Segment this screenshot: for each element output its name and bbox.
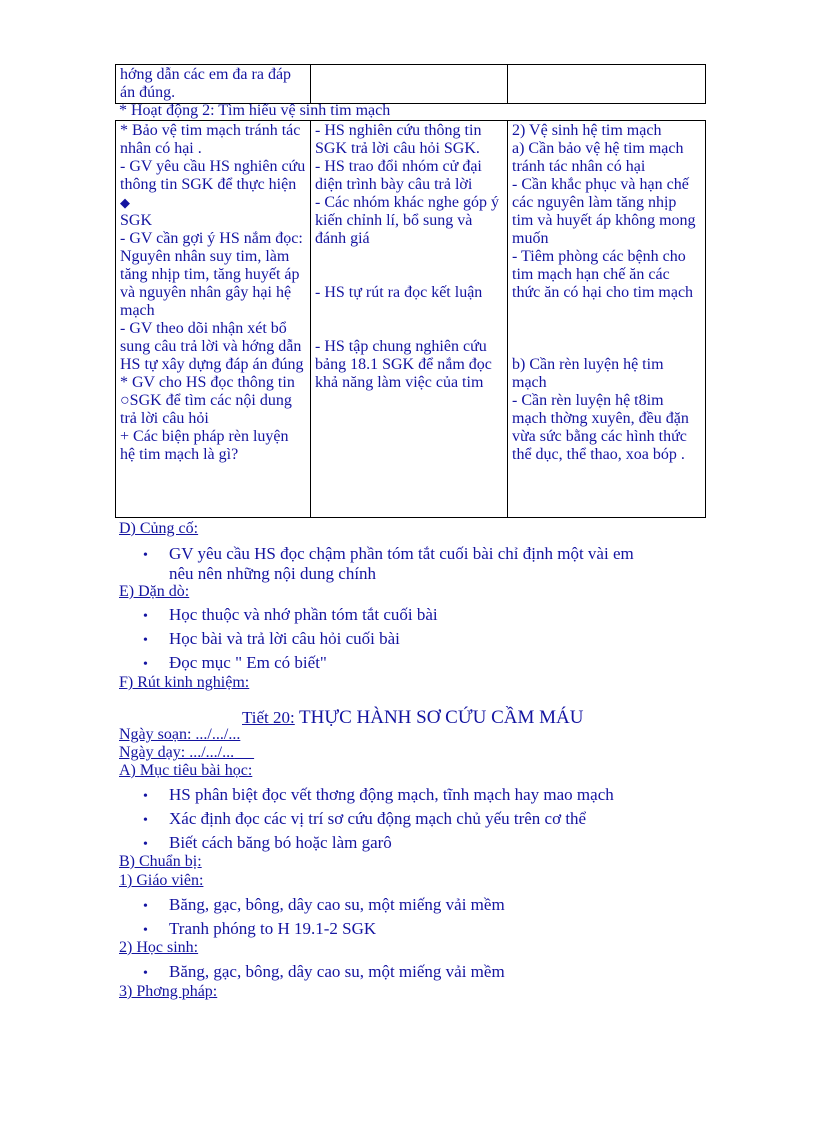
bullet-icon: • [143, 813, 148, 828]
lesson-number: Tiết 20: [242, 708, 295, 727]
table-cell [508, 65, 706, 104]
student-column [311, 121, 508, 518]
list-item-text: HS phân biệt đọc vết thơng động mạch, tĩnh mạch hay mao mạch [169, 785, 614, 804]
cell-line: 2) Vệ sinh hệ tim mạch [512, 122, 662, 139]
subsection-heading: 3) Phơng pháp: [119, 983, 218, 1000]
subsection-heading: 2) Học sinh: [119, 939, 199, 956]
cell-line: - Cần rèn luyện hệ t8im mạch thờng xuyên, đều đặn vừa sức bằng các hình thức thể dục, thể thao, xoa bóp . [512, 392, 689, 463]
list-item [143, 653, 327, 673]
cell-line: SGK [120, 212, 153, 229]
bullet-icon: • [143, 609, 148, 624]
date-taught-text: Ngày dạy: .../.../... [119, 744, 235, 761]
cell-line: - Tiêm phòng các bệnh cho tim mạch hạn chế ăn các thức ăn có hại cho tim mạch [512, 248, 694, 301]
cell-line: - HS tự rút ra đọc kết luận [315, 284, 483, 301]
list-item-text: Học thuộc và nhớ phần tóm tắt cuối bài [169, 605, 438, 624]
cell-text: SGK để tìm các nội dung trả lời câu hỏi [120, 392, 292, 427]
bullet-icon: • [143, 837, 148, 852]
table-cell [311, 65, 508, 104]
activity-table [115, 120, 706, 518]
cell-line: - HS trao đổi nhóm cử đại diện trình bày câu trả lời [315, 158, 482, 193]
cell-line: b) Cần rèn luyện hệ tim mạch [512, 356, 664, 391]
cell-line [120, 158, 306, 212]
table-row [116, 121, 706, 518]
bullet-icon: • [143, 548, 148, 563]
list-item [143, 785, 614, 805]
cell-line: - Các nhóm khác nghe góp ý kiến chỉnh lí, bổ sung và đánh giá [315, 194, 499, 247]
subsection-heading: 1) Giáo viên: [119, 872, 204, 889]
section-heading: A) Mục tiêu bài học: [119, 762, 253, 779]
section-heading: F) Rút kinh nghiệm: [119, 674, 250, 691]
list-item [143, 544, 634, 564]
list-item [143, 895, 505, 915]
circle-icon: ○ [120, 392, 130, 409]
section-heading: B) Chuẩn bị: [119, 853, 202, 870]
list-item-text: Học bài và trả lời câu hỏi cuối bài [169, 629, 400, 648]
list-item-text: GV yêu cầu HS đọc chậm phần tóm tắt cuối bài chỉ định một vài em [169, 544, 634, 563]
bullet-icon: • [143, 923, 148, 938]
list-item [143, 605, 438, 625]
list-item-text: Băng, gạc, bông, dây cao su, một miếng vải mềm [169, 895, 505, 914]
list-item-text: Biết cách băng bó hoặc làm garô [169, 833, 392, 852]
cell-line: - GV cần gợi ý HS nắm đọc: Nguyên nhân suy tim, làm tăng nhịp tim, tăng huyết áp và nguyên nhân gây hại hệ mạch [120, 230, 303, 319]
continuation-table [115, 64, 706, 104]
list-item-text: Đọc mục " Em có biết" [169, 653, 327, 672]
list-item-text: Xác định đọc các vị trí sơ cứu động mạch chủ yếu trên cơ thể [169, 809, 587, 828]
content-column [508, 121, 706, 518]
bullet-icon: • [143, 633, 148, 648]
list-item [143, 629, 400, 649]
cell-line: * Bảo vệ tim mạch tránh tác nhân có hại . [120, 122, 301, 157]
list-item-text: Tranh phóng to H 19.1-2 SGK [169, 919, 377, 938]
cell-line: - HS nghiên cứu thông tin SGK trả lời câu hỏi SGK. [315, 122, 482, 157]
bullet-icon: • [143, 966, 148, 981]
list-item [169, 564, 376, 584]
list-item [143, 919, 376, 939]
lesson-title [242, 707, 583, 729]
cell-line: - HS tập chung nghiên cứu bảng 18.1 SGK để nắm đọc khả năng làm việc của tim [315, 338, 492, 391]
date-prepared: Ngày soạn: .../.../... [119, 726, 241, 743]
date-taught [119, 744, 254, 762]
cell-line: - Cần khắc phục và hạn chế các nguyên làm tăng nhịp tim và huyết áp không mong muốn [512, 176, 696, 247]
list-item [143, 962, 505, 982]
list-item [143, 833, 392, 853]
section-heading: D) Củng cố: [119, 520, 199, 537]
cell-line: a) Cần bảo vệ hệ tim mạch tránh tác nhân có hại [512, 140, 684, 175]
cell-line: + Các biện pháp rèn luyện hệ tim mạch là gì? [120, 428, 289, 463]
bullet-icon: • [143, 657, 148, 672]
diamond-icon: ◆ [120, 195, 130, 210]
cell-text: - GV yêu cầu HS nghiên cứu thông tin SGK để thực hiện [120, 158, 306, 193]
table-row [116, 65, 706, 104]
list-item-text: nêu nên những nội dung chính [169, 564, 377, 583]
cell-text: * GV cho HS đọc thông tin [120, 374, 295, 391]
list-item-text: Băng, gạc, bông, dây cao su, một miếng vải mềm [169, 962, 505, 981]
bullet-icon: • [143, 899, 148, 914]
table-cell: hớng dẫn các em đa ra đáp án đúng. [116, 65, 311, 104]
cell-line [120, 374, 306, 428]
list-item [143, 809, 586, 829]
activity-2-title: * Hoạt động 2: Tìm hiểu vệ sinh tim mạch [119, 102, 391, 119]
cell-line: - GV theo dõi nhận xét bổ sung câu trả lời và hớng dẫn HS tự xây dựng đáp án đúng [120, 320, 304, 373]
section-heading: E) Dặn dò: [119, 583, 190, 600]
lesson-name: THỰC HÀNH SƠ CỨU CẦM MÁU [299, 707, 584, 728]
bullet-icon: • [143, 789, 148, 804]
teacher-column [116, 121, 311, 518]
